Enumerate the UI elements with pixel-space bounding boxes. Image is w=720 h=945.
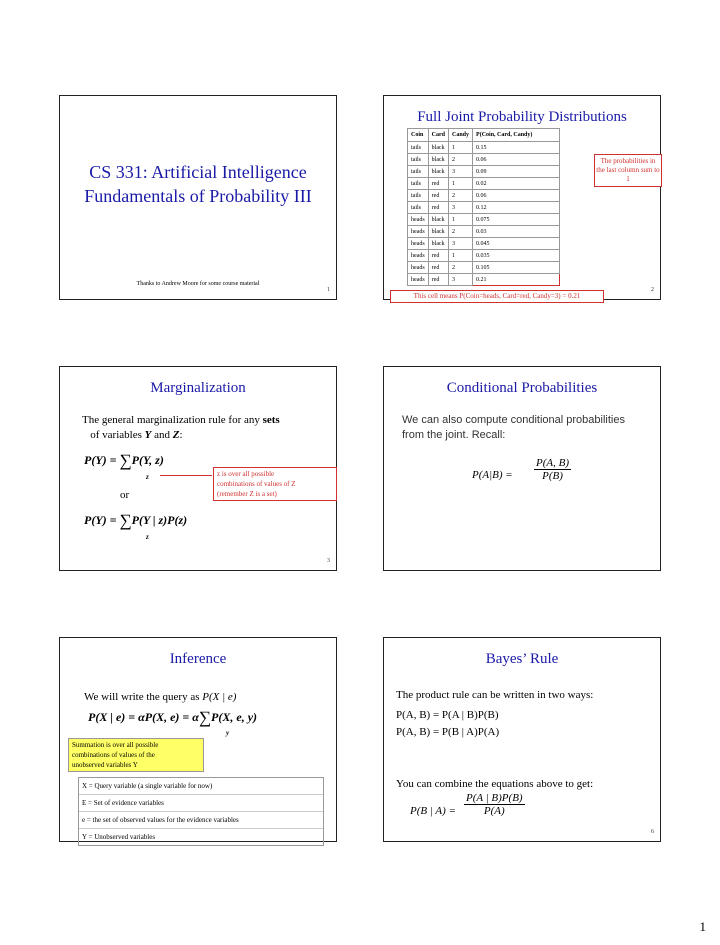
definition-item: E = Set of evidence variables [79, 795, 323, 812]
acknowledgement-text: Thanks to Andrew Moore for some course material [136, 281, 260, 287]
table-row [408, 250, 560, 262]
column-header: P(Coin, Card, Candy) [473, 129, 560, 142]
table-cell: tails [408, 142, 429, 154]
table-cell: red [428, 250, 448, 262]
table-cell: 1 [449, 214, 473, 226]
table-cell: 0.21 [473, 274, 560, 286]
variable-definitions [78, 777, 324, 846]
table-row [408, 190, 560, 202]
summation-note: Summation is over all possible combinations of values of the unobserved variables Y [68, 738, 204, 772]
table-cell: black [428, 226, 448, 238]
table-row [408, 226, 560, 238]
slide-number: 2 [651, 287, 654, 293]
table-cell: heads [408, 262, 429, 274]
sum-note: The probabilities in the last column sum to 1 [594, 154, 662, 187]
table-row [408, 142, 560, 154]
table-cell: red [428, 178, 448, 190]
table-row [408, 214, 560, 226]
table-cell: 0.105 [473, 262, 560, 274]
table-cell: 0.075 [473, 214, 560, 226]
inference-equation: P(X | e) = αP(X, e) = α∑P(X, e, y) [88, 708, 258, 727]
table-cell: 0.03 [473, 226, 560, 238]
table-cell: heads [408, 238, 429, 250]
slide-title: Bayes’ Rule [485, 651, 559, 667]
conditional-lhs: P(A|B) = [472, 469, 513, 481]
callout-arrow [160, 475, 212, 476]
joint-probability-table [407, 128, 560, 286]
column-header: Card [428, 129, 448, 142]
sum-subscript: y [226, 729, 230, 737]
slide-number: 3 [327, 558, 330, 564]
table-cell: tails [408, 178, 429, 190]
slide-3 [59, 366, 337, 571]
table-row [408, 178, 560, 190]
table-cell: 0.06 [473, 154, 560, 166]
slide-4 [383, 366, 661, 571]
table-cell: 0.15 [473, 142, 560, 154]
product-rule-text: The product rule can be written in two ways: [396, 689, 594, 701]
slide-6 [383, 637, 661, 842]
table-cell: 3 [449, 274, 473, 286]
table-cell: 2 [449, 226, 473, 238]
table-cell: tails [408, 190, 429, 202]
table-row [408, 238, 560, 250]
table-cell: 3 [449, 166, 473, 178]
slide-title: Inference [169, 651, 227, 667]
combine-text: You can combine the equations above to get: [396, 778, 594, 790]
table-cell: black [428, 154, 448, 166]
table-row [408, 154, 560, 166]
bayes-fraction: $\frac{P(A | B)P(B)}{P(A)}$ [466, 792, 523, 817]
sum-subscript: z [146, 473, 149, 481]
definition-item: X = Query variable (a single variable for now) [79, 778, 323, 795]
slide-2 [383, 95, 661, 300]
product-rule-2: P(A, B) = P(B | A)P(A) [396, 726, 500, 738]
product-rule-1: P(A, B) = P(A | B)P(B) [396, 709, 499, 721]
marginalization-callout: z is over all possible combinations of values of Z (remember Z is a set) [213, 467, 337, 501]
table-cell: 0.12 [473, 202, 560, 214]
definition-item: Y = Unobserved variables [82, 833, 156, 841]
slide-title: Full Joint Probability Distributions [417, 109, 627, 125]
table-cell: 1 [449, 178, 473, 190]
conditional-intro: We can also compute conditional probabilities from the joint. Recall: [402, 414, 625, 441]
table-cell: heads [408, 226, 429, 238]
table-cell: heads [408, 274, 429, 286]
table-cell: black [428, 238, 448, 250]
column-header: Candy [449, 129, 473, 142]
marginalization-intro: The general marginalization rule for any sets of variables Y and Z: [82, 414, 280, 441]
table-cell: 3 [449, 238, 473, 250]
or-text: or [120, 489, 130, 501]
sum-symbol: ∑ [119, 511, 132, 530]
slide-number: 1 [327, 287, 330, 293]
conditional-fraction: $\frac{P(A, B)}{P(B)}$ [536, 457, 569, 482]
table-cell: 2 [449, 262, 473, 274]
definition-item: e = the set of observed values for the evidence variables [79, 812, 323, 829]
column-header: Coin [408, 129, 429, 142]
table-cell: tails [408, 154, 429, 166]
table-cell: red [428, 274, 448, 286]
sum-symbol: ∑ [119, 451, 132, 470]
table-row [408, 262, 560, 274]
table-row [408, 202, 560, 214]
page-number: 1 [699, 919, 706, 934]
table-cell: 1 [449, 250, 473, 262]
table-cell: red [428, 262, 448, 274]
table-cell: 2 [449, 154, 473, 166]
table-cell: black [428, 142, 448, 154]
bayes-lhs: P(B | A) = [410, 805, 456, 817]
table-cell: tails [408, 166, 429, 178]
table-cell: black [428, 166, 448, 178]
table-cell: 0.035 [473, 250, 560, 262]
slide-title: Marginalization [150, 380, 246, 396]
table-row [408, 166, 560, 178]
slide-1 [59, 95, 337, 300]
sum-symbol: ∑ [198, 708, 212, 727]
slide-title: Conditional Probabilities [446, 380, 598, 396]
table-cell: 1 [449, 142, 473, 154]
sum-subscript: z [146, 533, 149, 541]
table-header-row [408, 129, 560, 142]
table-cell: 0.02 [473, 178, 560, 190]
slide-1-title: CS 331: Artificial Intelligence Fundamentals of Probability III [84, 162, 312, 206]
query-text: We will write the query as P(X | e) [84, 691, 237, 703]
table-cell: black [428, 214, 448, 226]
table-row [408, 274, 560, 286]
table-cell: 0.045 [473, 238, 560, 250]
table-cell: red [428, 190, 448, 202]
slide-number: 6 [651, 829, 654, 835]
cell-note: This cell means P(Coin=heads, Card=red, Candy=3) = 0.21 [390, 290, 604, 303]
marginalization-equation-2: P(Y) = ∑P(Y | z)P(z) [84, 511, 188, 530]
table-cell: heads [408, 250, 429, 262]
table-cell: 0.06 [473, 190, 560, 202]
table-cell: heads [408, 214, 429, 226]
marginalization-equation-1: P(Y) = ∑P(Y, z) [84, 451, 164, 470]
table-cell: red [428, 202, 448, 214]
slide-5 [59, 637, 337, 842]
table-cell: tails [408, 202, 429, 214]
table-cell: 3 [449, 202, 473, 214]
table-cell: 0.09 [473, 166, 560, 178]
table-cell: 2 [449, 190, 473, 202]
